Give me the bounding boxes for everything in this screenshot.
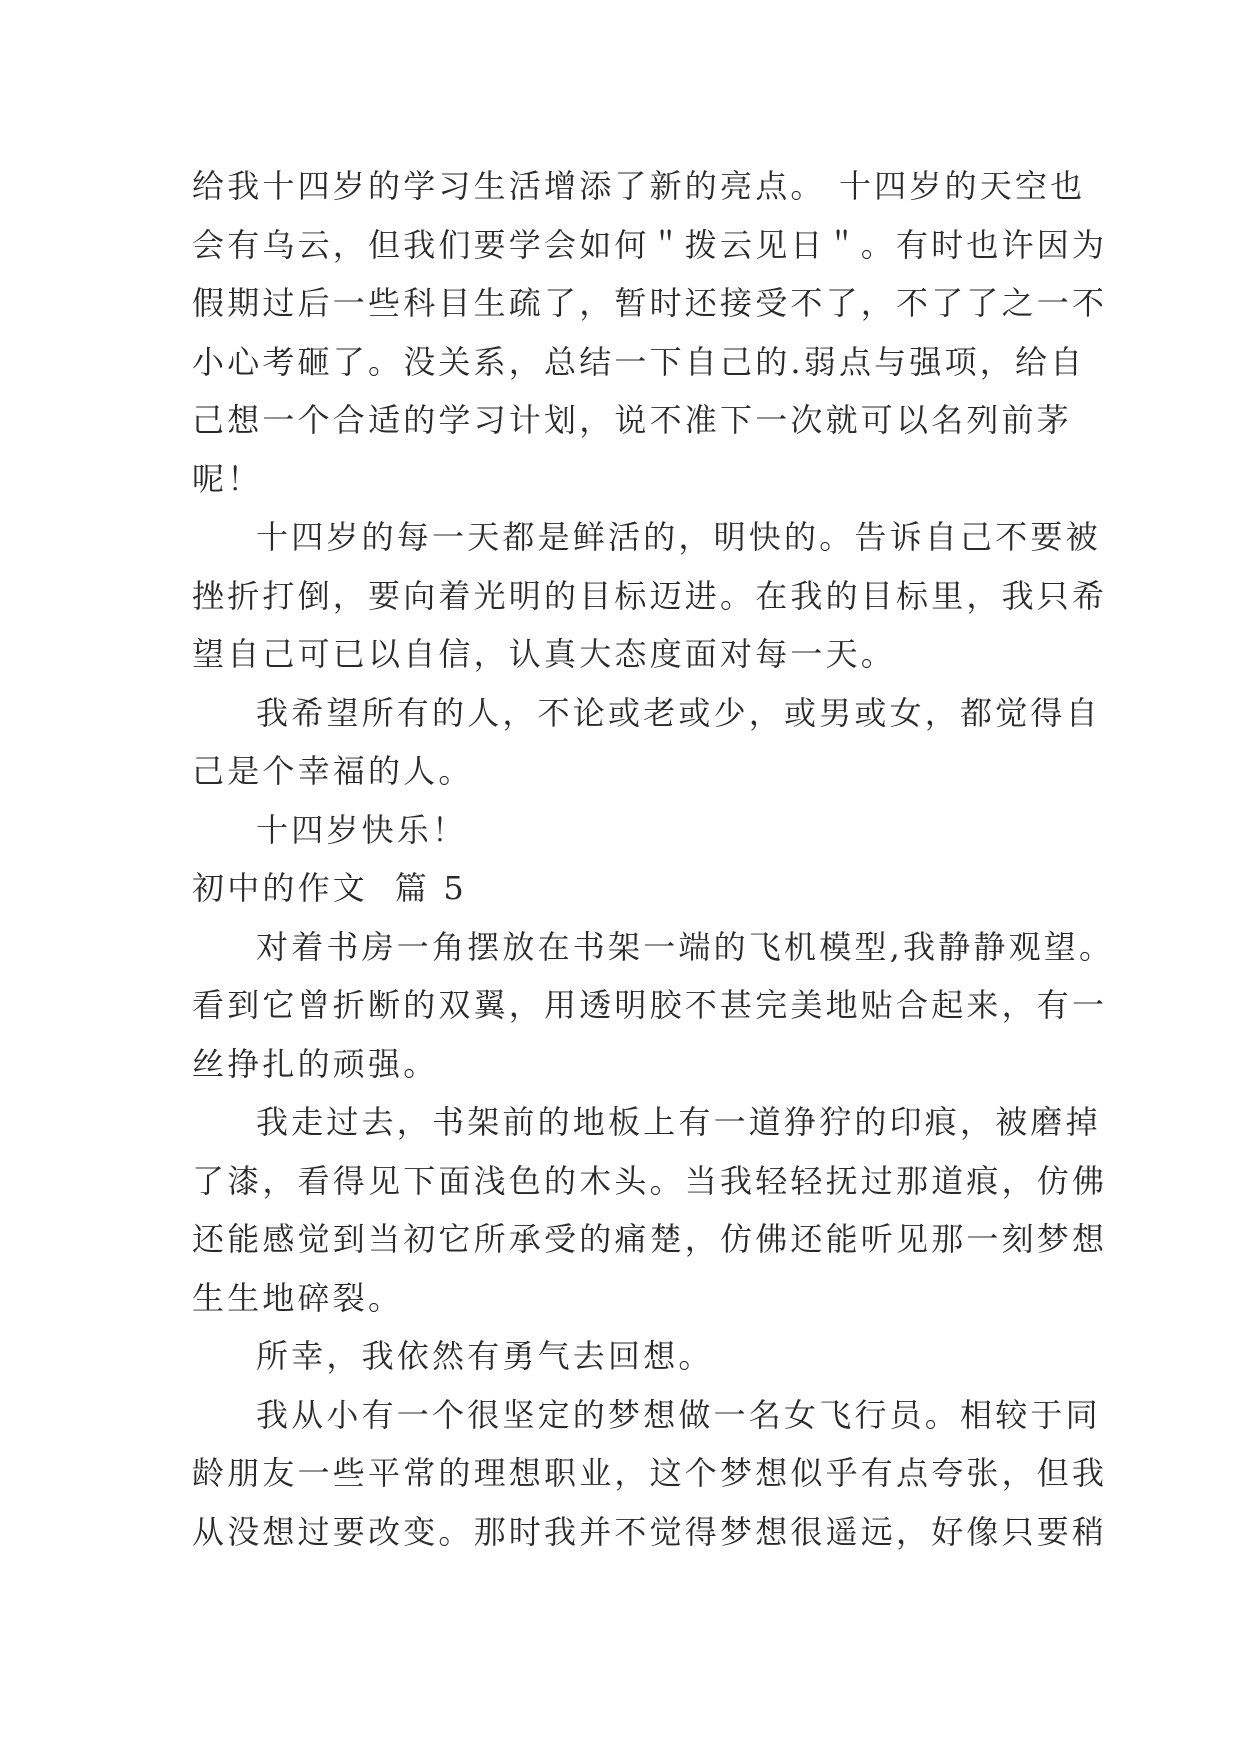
text-line: 挫折打倒，要向着光明的目标迈进。在我的目标里，我只希 (192, 576, 1108, 615)
text-line: 会有乌云，但我们要学会如何＂拨云见日＂。有时也许因为 (192, 225, 1108, 264)
text-line: 龄朋友一些平常的理想职业，这个梦想似乎有点夸张，但我 (192, 1454, 1108, 1492)
text-line: 对着书房一角摆放在书架一端的飞机模型,我静静观望。 (256, 927, 1115, 966)
text-line: 还能感觉到当初它所承受的痛楚，仿佛还能听见那一刻梦想 (192, 1220, 1108, 1258)
essay-text (192, 157, 1115, 1561)
text-line: 假期过后一些科目生疏了，暂时还接受不了，不了了之一不 (192, 284, 1108, 322)
text-line: 望自己可已以自信，认真大态度面对每一天。 (192, 635, 897, 673)
text-line: 丝挣扎的顽强。 (192, 1044, 439, 1083)
text-line: 十四岁的每一天都是鲜活的，明快的。告诉自己不要被 (256, 518, 1101, 556)
text-line: 我走过去，书架前的地板上有一道狰狞的印痕，被磨掉 (256, 1103, 1101, 1141)
text-line: 看到它曾折断的双翼，用透明胶不甚完美地贴合起来，有一 (192, 986, 1108, 1024)
section-heading: 初中的作文 篇 5 (192, 869, 467, 907)
text-line: 己想一个合适的学习计划，说不准下一次就可以名列前茅 (192, 401, 1073, 439)
text-line: 我从小有一个很坚定的梦想做一名女飞行员。相较于同 (256, 1395, 1101, 1434)
text-line: 十四岁快乐！ (256, 810, 468, 849)
text-line: 给我十四岁的学习生活增添了新的亮点。 十四岁的天空也 (192, 167, 1086, 205)
text-line: 我希望所有的人，不论或老或少，或男或女，都觉得自 (256, 693, 1101, 732)
text-line: 生生地碎裂。 (192, 1278, 404, 1317)
text-line: 从没想过要改变。那时我并不觉得梦想很遥远，好像只要稍 (192, 1512, 1108, 1551)
text-line: 所幸，我依然有勇气去回想。 (256, 1337, 714, 1375)
text-line: 呢！ (192, 459, 263, 498)
text-line: 了漆，看得见下面浅色的木头。当我轻轻抚过那道痕，仿佛 (192, 1161, 1108, 1200)
text-line: 小心考砸了。没关系，总结一下自己的.弱点与强项，给自 (192, 342, 1086, 381)
text-line: 己是个幸福的人。 (192, 752, 474, 790)
